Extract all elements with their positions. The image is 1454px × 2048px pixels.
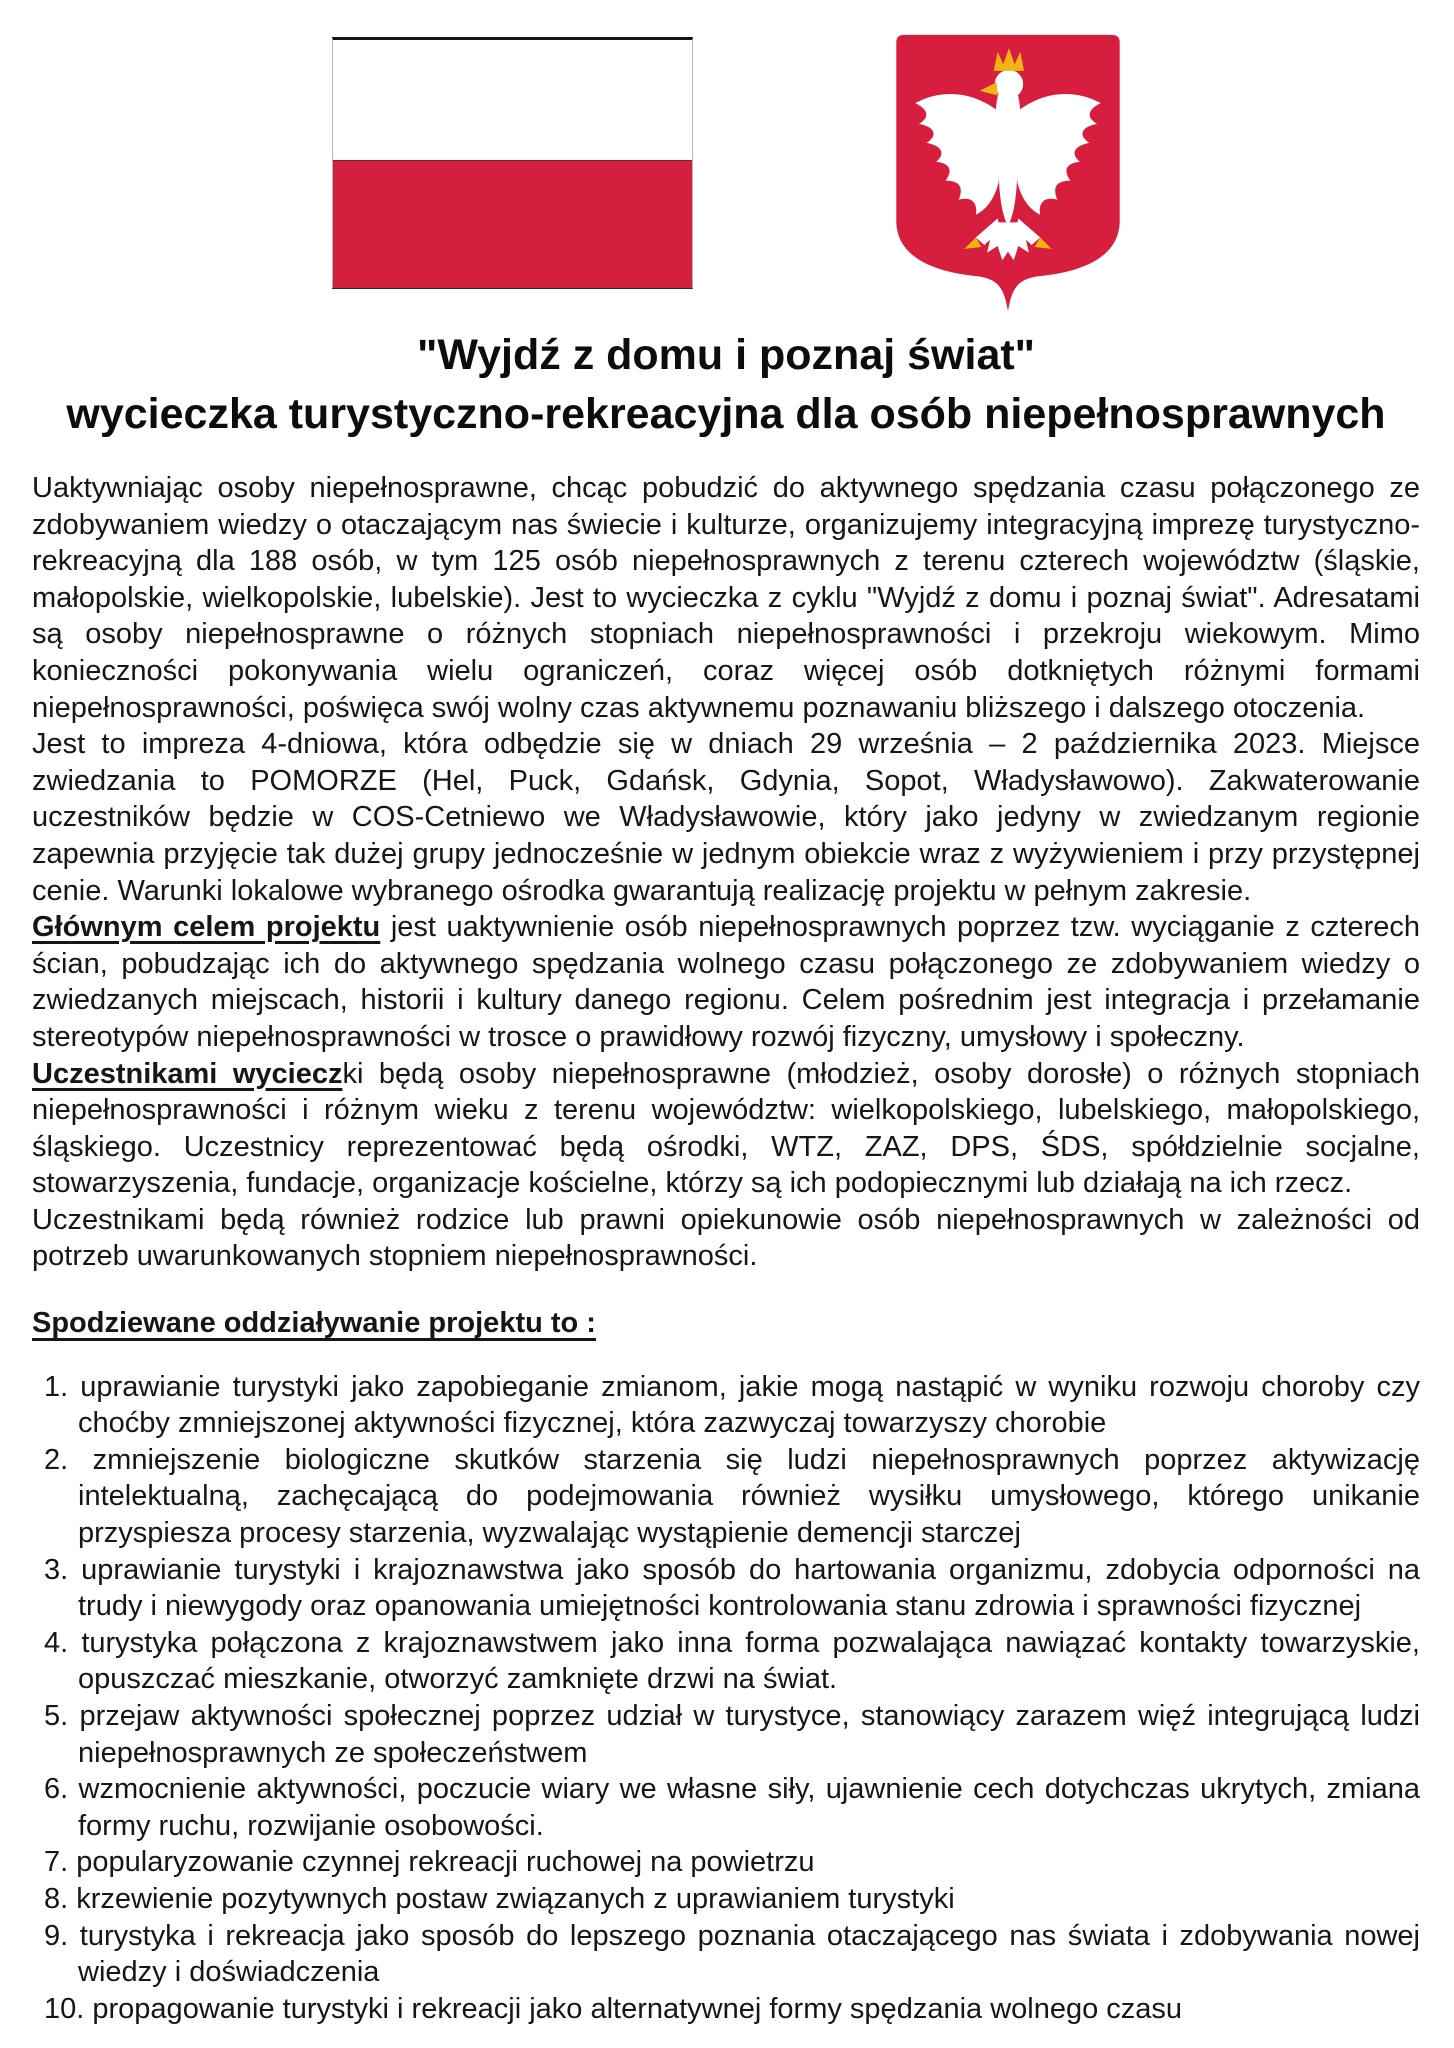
flag-white-stripe — [333, 40, 692, 160]
list-text: propagowanie turystyki i rekreacji jako alternatywnej formy spędzania wolnego czasu — [92, 1992, 1183, 2025]
expected-impact-list — [44, 1369, 1420, 2028]
paragraph-main-goal — [32, 909, 1420, 1055]
paragraph-text: jest uaktywnienie osób niepełnosprawnych poprzez tzw. wyciąganie z czterech ścian, pobudzając ich do aktywnego spędzania wolnego czasu połączonego ze zdobywaniem wiedzy o zwiedzanych miejscach, historii i kultury danego regionu. Celem pośrednim jest integracja i przełamanie stereotypów niepełnosprawności w trosce o prawidłowy rozwój fizyczny, umysłowy i społeczny. — [32, 911, 1420, 1053]
list-number: 6. — [44, 1773, 69, 1806]
paragraph-participants — [32, 1056, 1420, 1202]
list-number: 5. — [44, 1700, 69, 1732]
list-text: popularyzowanie czynnej rekreacji ruchowej na powietrzu — [76, 1846, 815, 1879]
paragraph-text: Jest to impreza 4-dniowa, która odbędzie się w dniach 29 września – 2 października 2023. Miejsce zwiedzania to POMORZE (Hel, Puck, Gdańsk, Gdynia, Sopot, Władysławowo). Zakwaterowanie uczestników będzie w COS-Cetniewo we Władysławowie, który jako jedyny w zwiedzanym regionie zapewnia przyjęcie tak dużej grupy jednocześnie w jednym obiekcie wraz z wyżywieniem i przy przystępnej cenie. Warunki lokalowe wybranego ośrodka gwarantują realizację projektu w pełnym zakresie. — [32, 728, 1420, 907]
poland-flag-image — [332, 37, 693, 289]
list-text: przejaw aktywności społecznej poprzez udział w turystyce, stanowiący zarazem więź integrującą ludzi niepełnosprawnych ze społeczeństwem — [78, 1700, 1420, 1769]
paragraph-text: ki będą osoby niepełnosprawne (młodzież, osoby dorosłe) o różnych stopniach niepełnosprawności i różnym wieku z terenu województw: wielkopolskiego, lubelskiego, małopolskiego, śląskiego. Uczestnicy reprezentować będą ośrodki, WTZ, ZAZ, DPS, ŚDS, spółdzielnie socjalne, stowarzyszenia, fundacje, organizacje kościelne, którzy są ich podopiecznymi lub działają na ich rzecz. — [32, 1057, 1420, 1200]
paragraph-guardians — [32, 1202, 1420, 1275]
paragraph-text: Uaktywniając osoby niepełnosprawne, chcąc pobudzić do aktywnego spędzania czasu połączonego ze zdobywaniem wiedzy o otaczającym nas świecie i kulturze, organizujemy integracyjną imprezę turystyczno-rekreacyjną dla 188 osób, w tym 125 osób niepełnosprawnych z terenu czterech województw (śląskie, małopolskie, wielkopolskie, lubelskie). Jest to wycieczka z cyklu "Wyjdź z domu i poznaj świat". Adresatami są osoby niepełnosprawne o różnych stopniach niepełnosprawności i przekroju wiekowym. Mimo konieczności pokonywania wielu ograniczeń, coraz więcej osób dotkniętych różnymi formami niepełnosprawności, poświęca swój wolny czas aktywnemu poznawaniu bliższego i dalszego otoczenia. — [32, 472, 1420, 724]
page-title — [32, 326, 1420, 444]
list-item — [44, 1442, 1420, 1552]
list-text: uprawianie turystyki i krajoznawstwa jako sposób do hartowania organizmu, zdobycia odporności na trudy i niewygody oraz opanowania umiejętności kontrolowania stanu zdrowia i sprawności fizycznej — [78, 1553, 1420, 1623]
eagle-emblem-icon — [888, 33, 1128, 317]
list-item — [44, 1844, 1420, 1881]
flag-red-stripe — [333, 160, 692, 288]
list-item — [44, 1918, 1420, 1991]
list-number: 2. — [44, 1443, 69, 1476]
title-line-1: "Wyjdź z domu i poznaj świat" — [416, 331, 1036, 379]
paragraph-intro — [32, 470, 1420, 726]
list-item — [44, 1625, 1420, 1698]
list-number: 9. — [44, 1919, 69, 1952]
list-item — [44, 1771, 1420, 1844]
document-header — [32, 0, 1420, 326]
list-item — [44, 1698, 1420, 1771]
list-number: 3. — [44, 1553, 69, 1586]
list-text: krzewienie pozytywnych postaw związanych z uprawianiem turystyki — [76, 1882, 955, 1915]
title-line-2: wycieczka turystyczno-rekreacyjna dla osób niepełnosprawnych — [66, 390, 1386, 438]
list-item — [44, 1552, 1420, 1625]
list-item — [44, 1369, 1420, 1442]
list-number: 7. — [44, 1846, 69, 1879]
paragraph-event-details — [32, 726, 1420, 909]
list-text: uprawianie turystyki jako zapobieganie zmianom, jakie mogą nastąpić w wyniku rozwoju choroby czy choćby zmniejszonej aktywności fizycznej, która zazwyczaj towarzyszy chorobie — [78, 1370, 1420, 1440]
list-text: zmniejszenie biologiczne skutków starzenia się ludzi niepełnosprawnych poprzez aktywizację intelektualną, zachęcającą do podejmowania również wysiłku umysłowego, którego unikanie przyspiesza procesy starzenia, wyzwalając wystąpienie demencji starczej — [78, 1443, 1420, 1550]
paragraph-lead: Głównym celem projektu — [32, 911, 381, 944]
list-text: turystyka połączona z krajoznawstwem jako inna forma pozwalająca nawiązać kontakty towarzyskie, opuszczać mieszkanie, otworzyć zamknięte drzwi na świat. — [78, 1626, 1420, 1696]
list-number: 10. — [44, 1992, 85, 2025]
section-heading-expected-impact: Spodziewane oddziaływanie projektu to : — [32, 1307, 596, 1340]
list-item — [44, 1991, 1420, 2028]
list-text: turystyka i rekreacja jako sposób do lepszego poznania otaczającego nas świata i zdobywania nowej wiedzy i doświadczenia — [78, 1919, 1420, 1989]
list-text: wzmocnienie aktywności, poczucie wiary we własne siły, ujawnienie cech dotychczas ukrytych, zmiana formy ruchu, rozwijanie osobowości. — [78, 1773, 1420, 1842]
poland-coat-of-arms-image — [888, 33, 1128, 317]
list-number: 4. — [44, 1626, 69, 1659]
list-item — [44, 1881, 1420, 1918]
document-body — [32, 470, 1420, 2027]
list-number: 1. — [44, 1370, 69, 1403]
paragraph-text: Uczestnikami będą również rodzice lub prawni opiekunowie osób niepełnosprawnych w zależności od potrzeb uwarunkowanych stopniem niepełnosprawności. — [32, 1203, 1420, 1273]
list-number: 8. — [44, 1882, 69, 1915]
paragraph-lead: Uczestnikami wyciecz — [32, 1057, 343, 1090]
